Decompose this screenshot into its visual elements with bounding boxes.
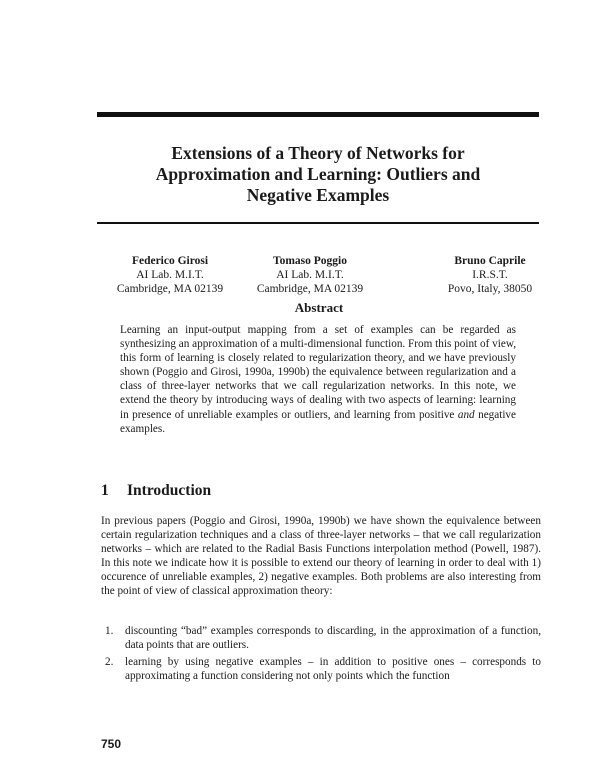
- intro-paragraph: In previous papers (Poggio and Girosi, 1990a, 1990b) we have shown the equivalence between certain regularization techniques and a class of three-layer networks – that we call regularization networks – which are related to the Radial Basis Functions interpolation method (Powell, 1987). In this note we indicate how it is possible to extend our theory of learning in order to deal with 1) occurence of unreliable examples, 2) negative examples. Both problems are also interesting from the point of view of classical approximation theory:: [101, 515, 541, 598]
- list-item: [105, 655, 541, 683]
- list-item-text: discounting “bad” examples corresponds to discarding, in the approximation of a function, data points that are outliers.: [125, 625, 541, 652]
- author-address: Povo, Italy, 38050: [447, 283, 533, 295]
- title-rule: [97, 222, 539, 224]
- author-affiliation: AI Lab. M.I.T.: [136, 269, 204, 281]
- list-marker: 1.: [105, 625, 114, 637]
- title-line: Approximation and Learning: Outliers and: [155, 164, 481, 184]
- list-marker: 2.: [105, 656, 114, 668]
- list-item: [105, 624, 541, 652]
- abstract-heading: Abstract: [294, 300, 344, 315]
- title-line: Extensions of a Theory of Networks for: [171, 143, 465, 163]
- author-address: Cambridge, MA 02139: [256, 283, 364, 295]
- author-name: Bruno Caprile: [454, 255, 526, 267]
- abstract-italic-word: and: [457, 408, 475, 421]
- abstract-text-part: negative examples.: [120, 408, 516, 435]
- paper-title: [97, 143, 539, 206]
- author-block: [430, 254, 550, 296]
- author-block: [110, 254, 230, 296]
- author-block: [250, 254, 370, 296]
- page-number: 750: [101, 737, 122, 751]
- title-line: Negative Examples: [246, 185, 390, 205]
- list-item-text: learning by using negative examples – in addition to positive ones – corresponds to approximating a function considering not only points which the function: [125, 656, 541, 683]
- author-affiliation: I.R.S.T.: [472, 269, 508, 281]
- author-name: Federico Girosi: [131, 255, 209, 267]
- section-number: 1: [101, 482, 109, 499]
- abstract-text: [120, 323, 516, 436]
- author-address: Cambridge, MA 02139: [116, 283, 224, 295]
- author-name: Tomaso Poggio: [272, 255, 347, 267]
- abstract-text-part: Learning an input-output mapping from a set of examples can be regarded as synthesizing an approximation of a multi-dimensional function. From this point of view, this form of learning is closely related to regularization theory, and we have previously shown (Poggio and Girosi, 1990a, 1990b) the equivalence between regularization and a class of three-layer networks that we call regularization networks. In this note, we extend the theory by introducing ways of dealing with two aspects of learning: learning in presence of unreliable examples or outliers, and learning from positive: [120, 324, 516, 421]
- author-affiliation: AI Lab. M.I.T.: [276, 269, 344, 281]
- section-heading: [101, 482, 211, 500]
- section-title: Introduction: [127, 482, 212, 499]
- top-rule: [97, 112, 539, 117]
